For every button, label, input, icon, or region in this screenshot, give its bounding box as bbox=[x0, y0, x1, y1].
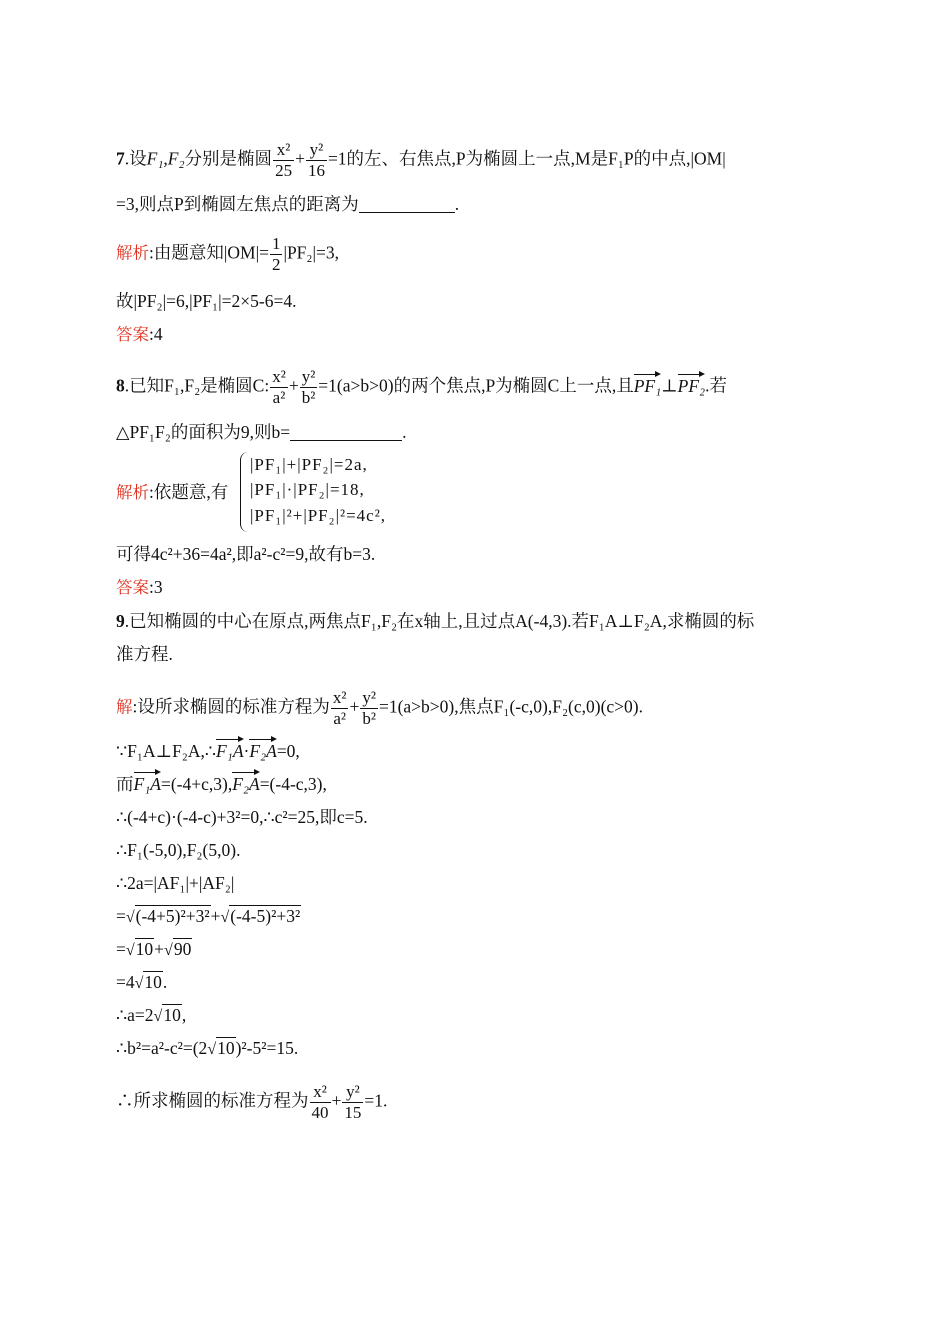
equation-system-brace bbox=[240, 452, 249, 532]
q8-fraction-x: $\frac{\text{x²}}{\text{a²}}$ bbox=[272, 367, 286, 407]
q7-answer: 答案:4 bbox=[116, 324, 163, 344]
q7-fraction-x: $\frac{\text{x²}}{25}$ bbox=[275, 140, 293, 180]
q9-step-2: 而F₁A=(-4+c,3),F₂A=(-4-c,3), bbox=[116, 774, 327, 794]
q7-text: =1的左、右焦点,P为椭圆上一点,M是F₁P的中点,|OM| bbox=[327, 148, 726, 169]
vector-f1a: F₁A bbox=[133, 774, 161, 794]
q8-solution-line2: 可得4c²+36=4a²,即a²-c²=9,故有b=3. bbox=[116, 544, 376, 564]
q8-stem-line2: △PF₁F₂的面积为9,则b= . bbox=[116, 422, 407, 442]
solution-label: 解 bbox=[116, 697, 133, 717]
q9-stem-line1: 9.已知椭圆的中心在原点,两焦点F₁,F₂在x轴上,且过点A(-4,3).若F₁A⊥F₂A,求椭圆的标 bbox=[116, 611, 755, 631]
q7-half-fraction: $\frac{1}{2}$ bbox=[271, 234, 281, 274]
q8-fraction-y: $\frac{\text{y²}}{\text{b²}}$ bbox=[301, 367, 316, 407]
system-equation-3: |PF₁|²+|PF₂|²=4c², bbox=[250, 506, 387, 525]
solution-label: 解析 bbox=[116, 483, 149, 502]
radicand: (-4+5)²+3² bbox=[135, 906, 210, 926]
q7-fraction-y: $\frac{\text{y²}}{16}$ bbox=[307, 140, 325, 180]
q9-step-5: ∴2a=|AF₁|+|AF₂| bbox=[116, 873, 235, 893]
q9-number: 9 bbox=[116, 611, 125, 631]
q7-solution-line2: 故|PF₂|=6,|PF₁|=2×5-6=4. bbox=[116, 291, 297, 311]
q9-step-1: ∵F₁A⊥F₂A,∴F₁A·F₂A=0, bbox=[116, 741, 300, 761]
answer-blank bbox=[290, 422, 402, 441]
q7-foci: F₁,F₂ bbox=[146, 148, 185, 169]
answer-blank bbox=[359, 194, 455, 213]
vector-pf2: PF₂ bbox=[677, 375, 706, 396]
sqrt-sign: √ bbox=[153, 1008, 163, 1025]
answer-label: 答案 bbox=[116, 578, 149, 597]
q9-final-fraction-y: $\frac{\text{y²}}{15}$ bbox=[344, 1082, 362, 1122]
sqrt-sign: √ bbox=[207, 1041, 217, 1058]
answer-label: 答案 bbox=[116, 325, 149, 344]
q9-step-10: ∴b²=a²-c²=(2√10)²-5²=15. bbox=[116, 1038, 299, 1058]
radicand: (-4-5)²+3² bbox=[230, 906, 301, 926]
q9-step-9: ∴a=2√10, bbox=[116, 1005, 187, 1025]
vector-pf1: PF₁ bbox=[633, 375, 662, 396]
q9-step-6: =√(-4+5)²+3²+√(-4-5)²+3² bbox=[116, 906, 301, 926]
perpendicular-symbol: ⊥ bbox=[661, 375, 678, 396]
sqrt-sign: √ bbox=[125, 909, 135, 926]
q9-solution-line1: 解:设所求椭圆的标准方程为 $\frac{\text{x²}}{\text{a²}}$ + $\frac{\text{y²}}{\text{b²}}$ =1(a>b>0),焦点F₁(-c,0),F₂(c,0)(c>0). bbox=[116, 688, 644, 728]
q8-number: 8 bbox=[116, 375, 125, 396]
q9-step-4: ∴F₁(-5,0),F₂(5,0). bbox=[116, 840, 241, 860]
system-equation-1: |PF₁|+|PF₂|=2a, bbox=[250, 455, 368, 474]
sqrt-sign: √ bbox=[125, 942, 135, 959]
q9-stem-line2: 准方程. bbox=[116, 644, 173, 664]
solution-label: 解析 bbox=[116, 243, 149, 263]
q9-fraction-x: $\frac{\text{x²}}{\text{a²}}$ bbox=[332, 688, 347, 728]
q8-answer: 答案:3 bbox=[116, 577, 163, 597]
q9-step-8: =4√10. bbox=[116, 972, 168, 992]
q9-conclusion: ∴所求椭圆的标准方程为 $\frac{\text{x²}}{40}$ + $\frac{\text{y²}}{15}$ =1. bbox=[116, 1082, 388, 1122]
q9-step-7: =√10+√90 bbox=[116, 939, 192, 959]
q7-number: 7 bbox=[116, 148, 125, 169]
sqrt-sign: √ bbox=[220, 909, 230, 926]
q7-stem-line2: =3,则点P到椭圆左焦点的距离为 . bbox=[116, 194, 460, 214]
vector-f2a: F₂A bbox=[249, 741, 277, 761]
vector-f1a: F₁A bbox=[216, 741, 244, 761]
q8-solution-line1: 解析:依题意,有 bbox=[116, 482, 229, 502]
q7-text: 分别是椭圆 bbox=[184, 148, 273, 169]
system-equation-2: |PF₁|·|PF₂|=18, bbox=[250, 480, 365, 499]
vector-f2a: F₂A bbox=[232, 774, 260, 794]
q7-solution-line1: 解析:由题意知|OM|= $\frac{1}{2}$ |PF₂|=3, bbox=[116, 234, 340, 274]
q9-final-fraction-x: $\frac{\text{x²}}{40}$ bbox=[311, 1082, 329, 1122]
plus-sign: + bbox=[295, 148, 305, 169]
q8-stem-line1: 8.已知F₁,F₂是椭圆C: $\frac{\text{x²}}{\text{a²}}$ + $\frac{\text{y²}}{\text{b²}}$ =1(a>b>0)的两个焦点,P为椭圆C上一点,且PF₁⊥PF₂.若 bbox=[116, 367, 728, 407]
q7-stem-line1 bbox=[116, 140, 726, 181]
q9-fraction-y: $\frac{\text{y²}}{\text{b²}}$ bbox=[362, 688, 376, 728]
q7-text: .设 bbox=[124, 148, 147, 169]
sqrt-sign: √ bbox=[164, 942, 173, 959]
sqrt-sign: √ bbox=[134, 975, 144, 992]
q9-step-3: ∴(-4+c)·(-4-c)+3²=0,∴c²=25,即c=5. bbox=[116, 807, 368, 827]
